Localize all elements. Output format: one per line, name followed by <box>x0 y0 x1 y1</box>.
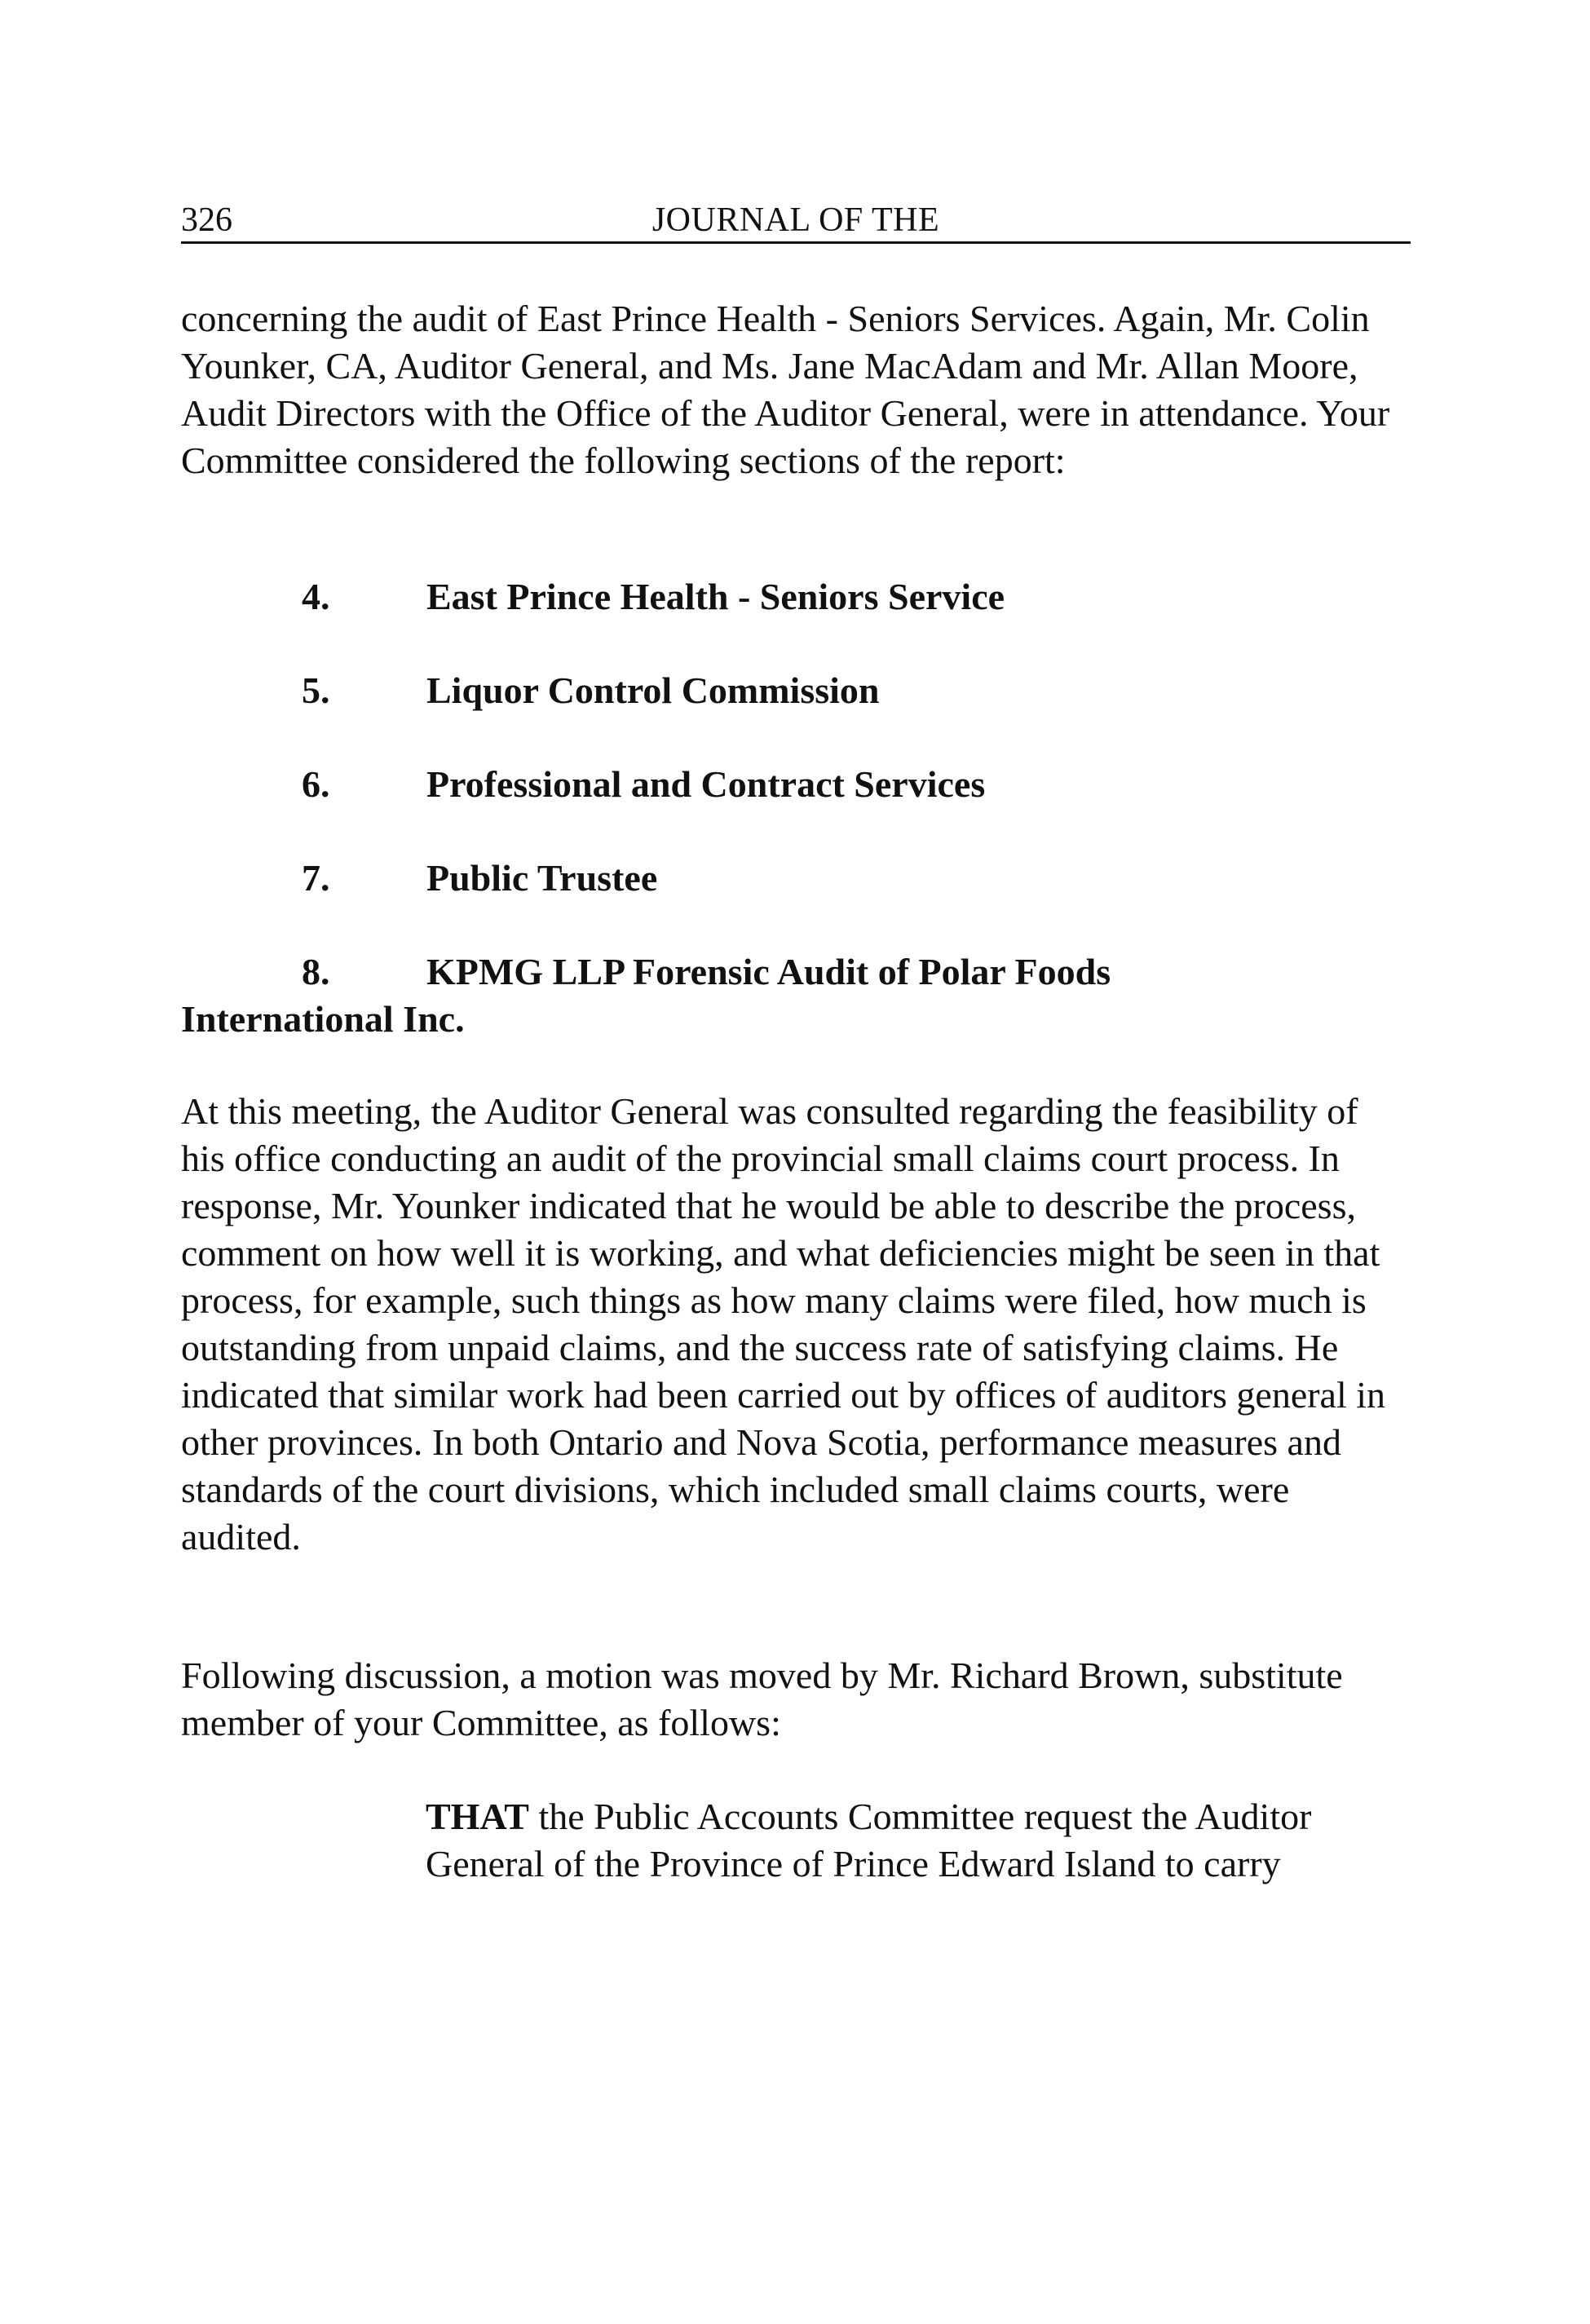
section-item-8 <box>302 948 1111 996</box>
section-title: East Prince Health - Seniors Service <box>426 576 1005 617</box>
section-item-5 <box>302 667 880 714</box>
running-head <box>181 199 1411 244</box>
section-item-4 <box>302 573 1005 621</box>
section-number: 7. <box>302 857 330 899</box>
motion-text <box>426 1793 1420 1888</box>
section-number: 4. <box>302 576 330 617</box>
section-number: 8. <box>302 951 330 992</box>
section-item-6 <box>302 761 985 808</box>
discussion-paragraph: Following discussion, a motion was moved by Mr. Richard Brown, substitute member of your Committee, as follows: <box>181 1655 1343 1743</box>
section-title: Liquor Control Commission <box>426 669 880 711</box>
section-title: Public Trustee <box>426 857 658 899</box>
section-title: KPMG LLP Forensic Audit of Polar Foods <box>426 951 1111 992</box>
journal-title: JOURNAL OF THE <box>651 201 940 239</box>
section-title: Professional and Contract Services <box>426 763 986 805</box>
section-number: 6. <box>302 763 330 805</box>
consultation-paragraph: At this meeting, the Auditor General was consulted regarding the feasibility of his office conducting an audit of the provincial small claims court process. In response, Mr. Younker indicated that he would be able to describe the process, comment on how well it is working, and what deficiencies might be seen in that process, for example, such things as how many claims were filed, how much is outstanding from unpaid claims, and the success rate of satisfying claims. He indicated that similar work had been carried out by offices of auditors general in other provinces. In both Ontario and Nova Scotia, performance measures and standards of the court divisions, which included small claims courts, were audited. <box>181 1090 1386 1557</box>
section-item-7 <box>302 855 657 902</box>
section-number: 5. <box>302 669 330 711</box>
page-number: 326 <box>181 201 232 239</box>
section-item-8-continuation: International Inc. <box>181 998 465 1040</box>
motion-lead: THAT <box>426 1796 529 1837</box>
intro-paragraph: concerning the audit of East Prince Health - Seniors Services. Again, Mr. Colin Younker, CA, Auditor General, and Ms. Jane MacAdam and Mr. Allan Moore, Audit Directors with the Office of the Auditor General, were in attendance. Your Committee considered the following sections of the report: <box>181 298 1390 481</box>
motion-body: the Public Accounts Committee request the Auditor General of the Province of Prince Edward Island to carry <box>426 1796 1312 1884</box>
